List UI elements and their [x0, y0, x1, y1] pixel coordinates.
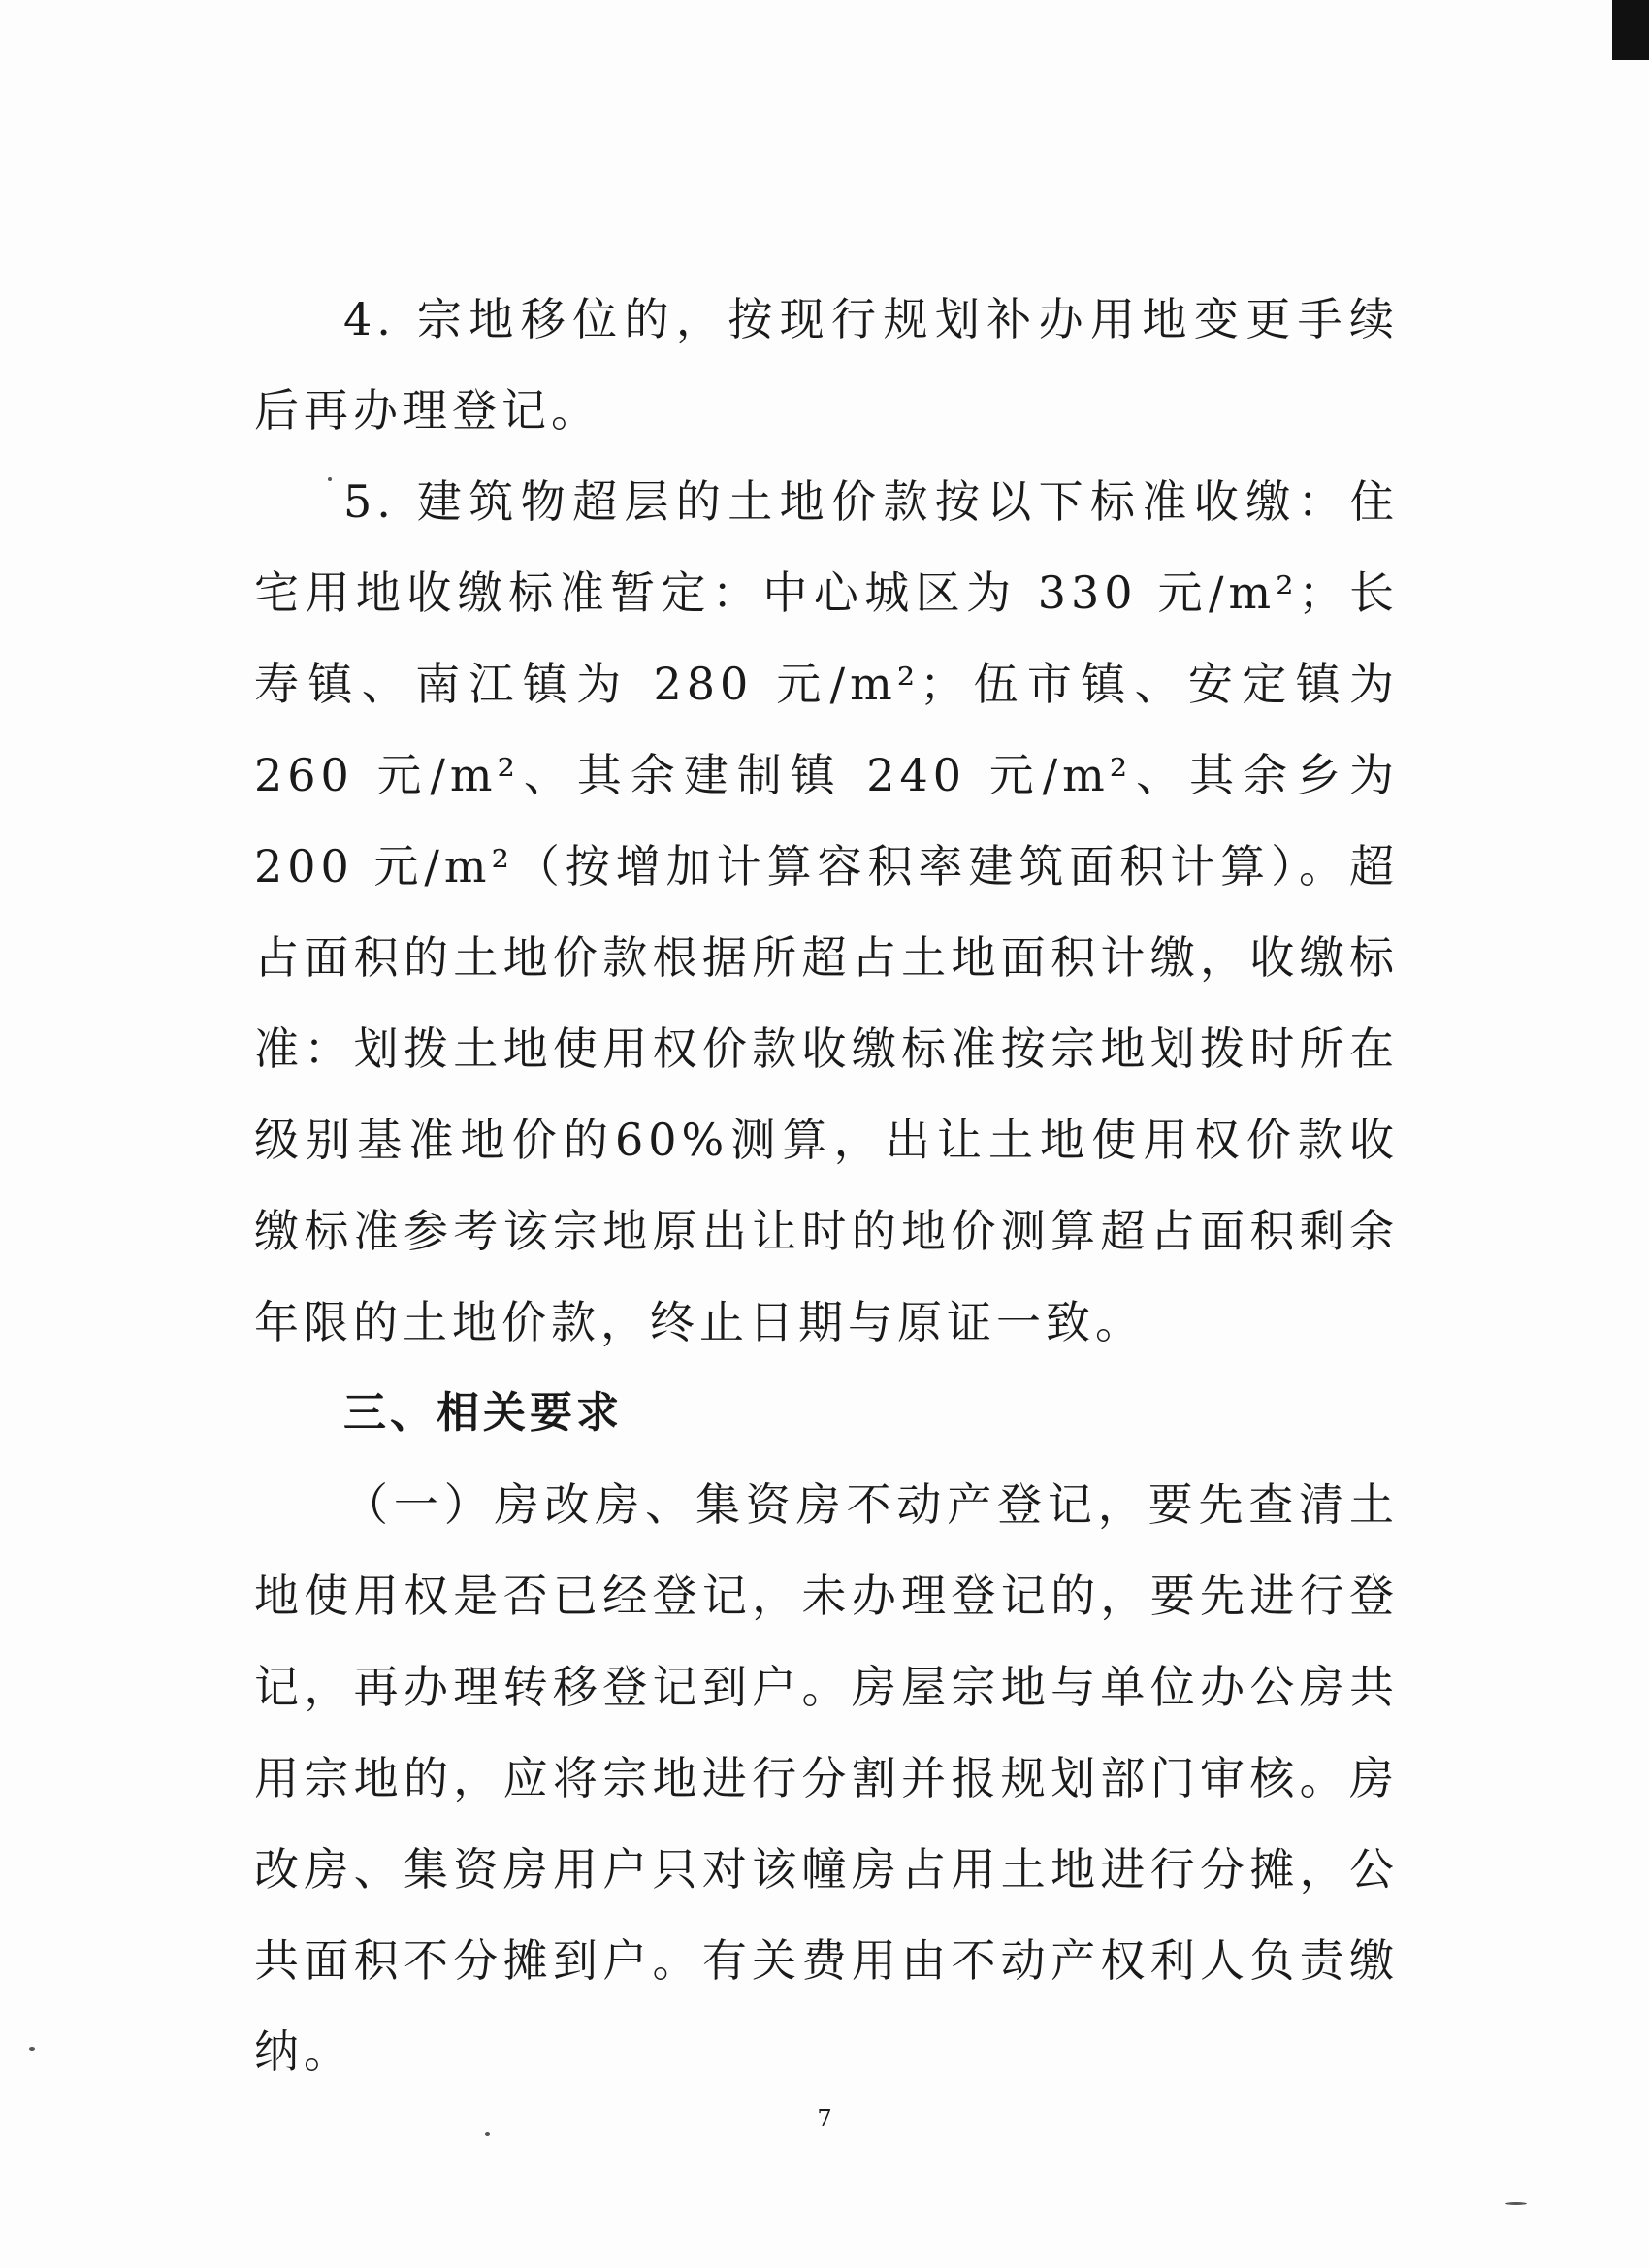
- scan-speck: [29, 2047, 35, 2051]
- paragraph-item-5: 5. 建筑物超层的土地价款按以下标准收缴：住宅用地收缴标准暂定：中心城区为 330 元/m²；长寿镇、南江镇为 280 元/m²；伍市镇、安定镇为 260 元/m²、其余建制镇 240 元/m²、其余乡为 200 元/m²（按增加计算容积率建筑面积计算）。超占面积的土地价款根据所超占土地面积计缴，收缴标准：划拨土地使用权价款收缴标准按宗地划拨时所在级别基准地价的60%测算，出让土地使用权价款收缴标准参考该宗地原出让时的地价测算超占面积剩余年限的土地价款，终止日期与原证一致。: [254, 475, 1399, 1348]
- page-number: 7: [817, 2105, 832, 2132]
- scan-speck: [328, 477, 332, 481]
- scan-speck: [1505, 2202, 1527, 2205]
- scan-speck: [485, 2132, 490, 2136]
- section-heading: 三、相关要求: [343, 1388, 623, 1438]
- paragraph-requirement-1: （一）房改房、集资房不动产登记，要先查清土地使用权是否已经登记，未办理登记的，要先进行登记，再办理转移登记到户。房屋宗地与单位办公房共用宗地的，应将宗地进行分割并报规划部门审核。房改房、集资房用户只对该幢房占用土地进行分摊，公共面积不分摊到户。有关费用由不动产权利人负责缴纳。: [254, 1478, 1399, 2078]
- scan-edge-mark: [1612, 0, 1649, 60]
- paragraph-item-4: 4. 宗地移位的，按现行规划补办用地变更手续后再办理登记。: [254, 293, 1399, 437]
- document-body: [254, 274, 1399, 2097]
